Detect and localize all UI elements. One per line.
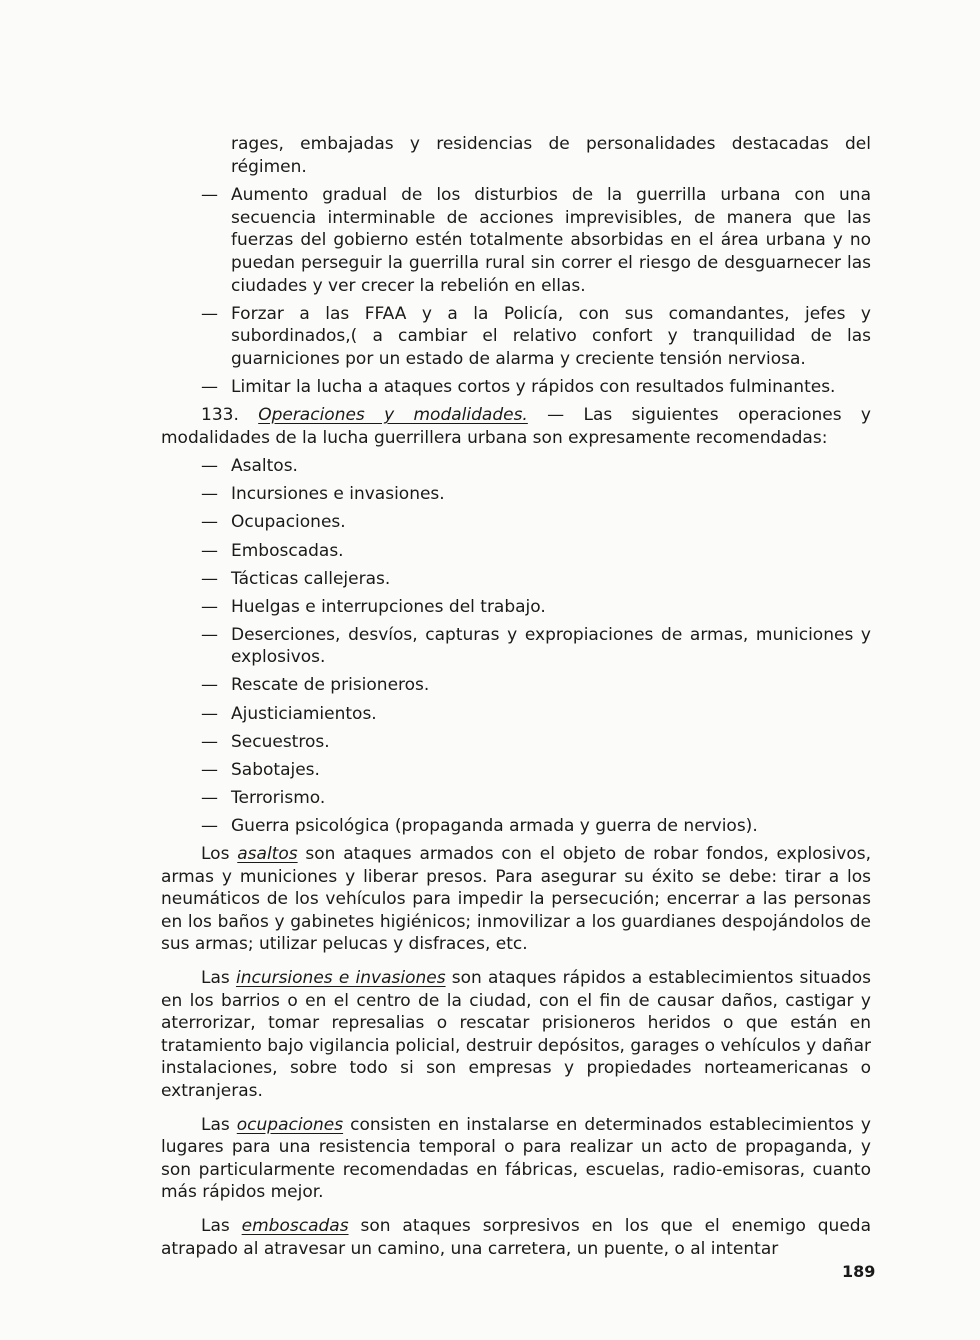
list-item-text: Ajusticiamientos. xyxy=(231,703,377,724)
list-item-text: Guerra psicológica (propaganda armada y guerra de nervios). xyxy=(231,815,758,836)
list-item-text: Huelgas e interrupciones del trabajo. xyxy=(231,596,546,617)
list-item-text: Incursiones e invasiones. xyxy=(231,484,445,505)
list-dash: — xyxy=(201,815,218,836)
list-item-text: Deserciones, desvíos, capturas y expropiaciones de armas, municiones y explosivos. xyxy=(231,624,871,668)
paragraph-pre: Las xyxy=(201,1215,242,1236)
list-item xyxy=(161,674,871,697)
list-dash: — xyxy=(201,731,218,752)
list-item xyxy=(161,787,871,810)
paragraph-term: asaltos xyxy=(237,844,298,865)
paragraph-asaltos xyxy=(161,843,871,956)
list-dash: — xyxy=(201,303,218,324)
section-title: Operaciones y modalidades. xyxy=(258,405,528,426)
list-item-text: Tácticas callejeras. xyxy=(231,568,391,589)
list-item xyxy=(161,184,871,297)
paragraph-term: incursiones e invasiones xyxy=(235,968,446,988)
list-item xyxy=(161,731,871,754)
list-item xyxy=(161,568,871,591)
list-item-text: Sabotajes. xyxy=(231,759,320,780)
list-item xyxy=(161,483,871,506)
paragraph-text: son ataques rápidos a establecimientos situados en los barrios o en el centro de la ciudad, con el fin de causar daños, castigar y aterrorizar, tomar represalias o rescatar prisioneros heridos o que están en tratamiento bajo vigilancia policial, destruir depósitos, garages o vehículos y dañar instalaciones, sobre todo si son empresas y propiedades norteamericanas o extranjeras. xyxy=(161,968,872,1101)
list-item xyxy=(161,511,871,534)
list-item xyxy=(161,303,871,371)
section-text: — Las siguientes operaciones y modalidades de la lucha guerrillera urbana son expresamente recomendadas: xyxy=(161,405,871,448)
list-dash: — xyxy=(201,185,218,206)
list-dash: — xyxy=(201,703,218,724)
section-133 xyxy=(161,404,871,449)
list-item xyxy=(161,815,871,838)
list-item-text: Secuestros. xyxy=(231,731,330,752)
paragraph-text: son ataques sorpresivos en los que el enemigo queda atrapado al atravesar un camino, una carretera, un puente, o al intentar xyxy=(161,1215,871,1259)
paragraph-pre: Las xyxy=(201,968,236,988)
list-item xyxy=(161,376,871,399)
list-item-text: Aumento gradual de los disturbios de la guerrilla urbana con una secuencia interminable de acciones imprevisibles, de manera que las fuerzas del gobierno estén totalmente absorbidas en el área urbana y no puedan perseguir la guerrilla rural sin correr el riesgo de desguarnecer las ciudades y ver crecer la rebelión en ellas. xyxy=(231,185,871,296)
section-number: 133. xyxy=(201,405,239,426)
list-item-text: Emboscadas. xyxy=(231,540,344,561)
list-item-text: Terrorismo. xyxy=(231,787,326,808)
list-item xyxy=(161,455,871,478)
list-item-text: rages, embajadas y residencias de personalidades destacadas del régimen. xyxy=(231,134,871,177)
paragraph-text: consisten en instalarse en determinados establecimientos y lugares para una resistencia temporal o para realizar un acto de propaganda, y son particularmente recomendadas en fábricas, escuelas, radio-emisoras, cuanto más rápidos mejor. xyxy=(161,1114,871,1203)
list-item-text: Forzar a las FFAA y a la Policía, con sus comandantes, jefes y subordinados,( a cambiar el relativo confort y tranquilidad de las guarniciones por un estado de alarma y creciente tensión nerviosa. xyxy=(231,303,871,369)
list-dash: — xyxy=(201,540,218,561)
list-item-text: Rescate de prisioneros. xyxy=(231,675,430,696)
page-content xyxy=(161,133,871,1271)
list-dash: — xyxy=(201,484,218,505)
page-number: 189 xyxy=(842,1262,876,1281)
paragraph-text: son ataques armados con el objeto de robar fondos, explosivos, armas y municiones y liberar presos. Para asegurar su éxito se debe: tirar a los neumáticos de los vehículos para impedir la persecución; encerrar a las personas en los baños y gabinetes higiénicos; inmovilizar a los guardianes despojándolos de sus armas; utilizar pelucas y disfraces, etc. xyxy=(161,844,871,955)
list-item-text: Asaltos. xyxy=(231,456,298,477)
list-dash: — xyxy=(201,512,218,533)
list-dash: — xyxy=(201,675,218,696)
list-dash: — xyxy=(201,596,218,617)
list-dash: — xyxy=(201,456,218,477)
list-dash: — xyxy=(201,787,218,808)
paragraph-ocupaciones xyxy=(161,1114,871,1204)
list-item xyxy=(161,624,871,669)
list-dash: — xyxy=(201,624,218,645)
paragraph-term: ocupaciones xyxy=(236,1114,344,1135)
paragraph-pre: Los xyxy=(201,844,238,865)
list-item-text: Limitar la lucha a ataques cortos y rápidos con resultados fulminantes. xyxy=(231,376,836,397)
list-item xyxy=(161,133,871,178)
list-item xyxy=(161,759,871,782)
list-dash: — xyxy=(201,568,218,589)
paragraph-pre: Las xyxy=(201,1114,237,1135)
list-item xyxy=(161,703,871,726)
list-item xyxy=(161,596,871,619)
list-item-text: Ocupaciones. xyxy=(231,512,346,533)
list-dash: — xyxy=(201,376,218,397)
list-item xyxy=(161,540,871,563)
list-dash: — xyxy=(201,759,218,780)
paragraph-term: emboscadas xyxy=(241,1215,349,1236)
paragraph-emboscadas xyxy=(161,1215,871,1260)
paragraph-incursiones xyxy=(161,967,871,1103)
